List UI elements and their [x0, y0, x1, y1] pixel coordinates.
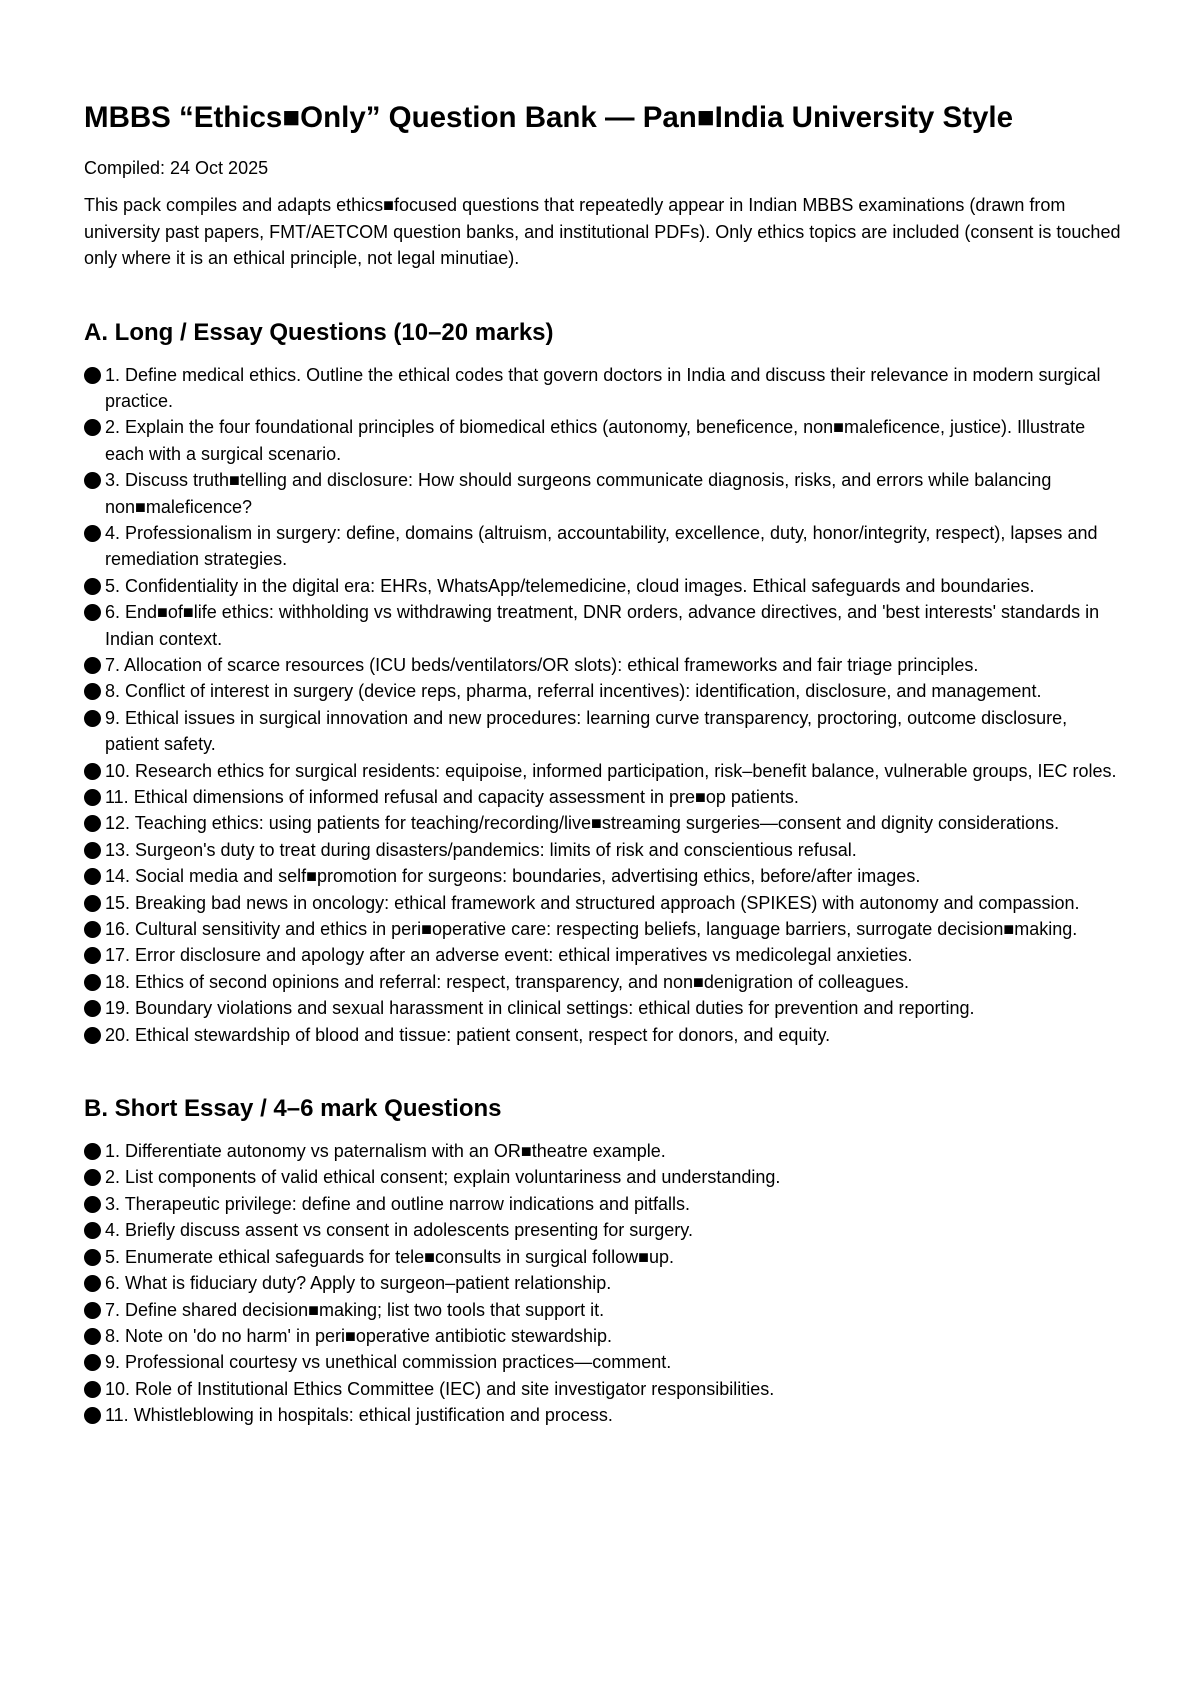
- question-text: 1. Define medical ethics. Outline the ethical codes that govern doctors in India and discuss their relevance in modern surgical practice.: [105, 364, 1101, 411]
- list-item: [84, 784, 1124, 810]
- list-item: [84, 599, 1124, 652]
- question-text: 10. Research ethics for surgical residents: equipoise, informed participation, risk–benefit balance, vulnerable groups, IEC roles.: [105, 760, 1117, 781]
- bullet-icon: [84, 1249, 101, 1266]
- question-text: 4. Briefly discuss assent vs consent in adolescents presenting for surgery.: [105, 1220, 693, 1241]
- bullet-icon: [84, 657, 101, 674]
- bullet-icon: [84, 921, 101, 938]
- question-text: 11. Whistleblowing in hospitals: ethical justification and process.: [105, 1405, 613, 1426]
- question-text: 7. Define shared decision■making; list two tools that support it.: [105, 1299, 605, 1320]
- bullet-icon: [84, 1275, 101, 1292]
- question-text: 3. Therapeutic privilege: define and outline narrow indications and pitfalls.: [105, 1193, 691, 1214]
- list-item: [84, 995, 1124, 1021]
- list-item: [84, 678, 1124, 704]
- question-text: 1. Differentiate autonomy vs paternalism with an OR■theatre example.: [105, 1141, 666, 1162]
- question-text: 8. Conflict of interest in surgery (device reps, pharma, referral incentives): identification, disclosure, and management.: [105, 681, 1042, 702]
- bullet-icon: [84, 1354, 101, 1371]
- question-text: 12. Teaching ethics: using patients for teaching/recording/live■streaming surgeries—consent and dignity considerations.: [105, 813, 1060, 834]
- question-text: 7. Allocation of scarce resources (ICU beds/ventilators/OR slots): ethical frameworks and fair triage principles.: [105, 654, 979, 675]
- question-text: 6. What is fiduciary duty? Apply to surgeon–patient relationship.: [105, 1273, 612, 1294]
- list-item: [84, 1402, 1124, 1428]
- bullet-icon: [84, 947, 101, 964]
- bullet-icon: [84, 1196, 101, 1213]
- question-text: 15. Breaking bad news in oncology: ethical framework and structured approach (SPIKES) with autonomy and compassion.: [105, 892, 1080, 913]
- compiled-date: Compiled: 24 Oct 2025: [84, 158, 269, 178]
- question-text: 3. Discuss truth■telling and disclosure: How should surgeons communicate diagnosis, risks, and errors while balancing non■maleficence?: [105, 470, 1052, 517]
- list-item: [84, 705, 1124, 758]
- document-title: MBBS “Ethics■Only” Question Bank — Pan■India University Style: [84, 101, 1014, 134]
- question-text: 17. Error disclosure and apology after an adverse event: ethical imperatives vs medicolegal anxieties.: [105, 945, 913, 966]
- question-text: 2. Explain the four foundational principles of biomedical ethics (autonomy, beneficence, non■maleficence, justice). Illustrate each with a surgical scenario.: [105, 417, 1086, 464]
- list-item: [84, 1217, 1124, 1243]
- list-item: [84, 362, 1124, 415]
- bullet-icon: [84, 525, 101, 542]
- bullet-icon: [84, 683, 101, 700]
- bullet-icon: [84, 1000, 101, 1017]
- list-item: [84, 863, 1124, 889]
- question-text: 16. Cultural sensitivity and ethics in peri■operative care: respecting beliefs, language barriers, surrogate decision■making.: [105, 919, 1078, 940]
- list-item: [84, 520, 1124, 573]
- bullet-icon: [84, 895, 101, 912]
- question-text: 9. Ethical issues in surgical innovation and new procedures: learning curve transparency, proctoring, outcome disclosure, patient safety.: [105, 707, 1068, 755]
- bullet-icon: [84, 763, 101, 780]
- intro-paragraph: This pack compiles and adapts ethics■focused questions that repeatedly appear in Indian MBBS examinations (drawn from university past papers, FMT/AETCOM question banks, and institutional PDFs). Only ethics topics are included (consent is touched only where it is an ethical principle, not legal minutiae).: [84, 195, 1121, 268]
- question-text: 5. Enumerate ethical safeguards for tele■consults in surgical follow■up.: [105, 1246, 675, 1267]
- list-item: [84, 1164, 1124, 1190]
- question-text: 20. Ethical stewardship of blood and tissue: patient consent, respect for donors, and equity.: [105, 1024, 831, 1045]
- section-a-heading: A. Long / Essay Questions (10–20 marks): [84, 318, 554, 346]
- question-text: 11. Ethical dimensions of informed refusal and capacity assessment in pre■op patients.: [105, 787, 799, 807]
- bullet-icon: [84, 367, 101, 384]
- list-item: [84, 942, 1124, 968]
- section-b-list: [84, 1138, 1124, 1428]
- list-item: [84, 758, 1124, 784]
- list-item: [84, 1244, 1124, 1270]
- list-item: [84, 1138, 1124, 1164]
- question-text: 14. Social media and self■promotion for surgeons: boundaries, advertising ethics, before/after images.: [105, 866, 921, 887]
- bullet-icon: [84, 578, 101, 595]
- question-text: 2. List components of valid ethical consent; explain voluntariness and understanding.: [105, 1167, 781, 1188]
- question-text: 10. Role of Institutional Ethics Committee (IEC) and site investigator responsibilities.: [105, 1378, 775, 1399]
- question-text: 19. Boundary violations and sexual harassment in clinical settings: ethical duties for prevention and reporting.: [105, 998, 975, 1019]
- list-item: [84, 1323, 1124, 1349]
- list-item: [84, 1297, 1124, 1323]
- bullet-icon: [84, 1302, 101, 1319]
- list-item: [84, 969, 1124, 995]
- bullet-icon: [84, 842, 101, 859]
- question-text: 18. Ethics of second opinions and referral: respect, transparency, and non■denigration of colleagues.: [105, 971, 910, 992]
- bullet-icon: [84, 472, 101, 489]
- list-item: [84, 1376, 1124, 1402]
- section-b-heading: B. Short Essay / 4–6 mark Questions: [84, 1095, 502, 1123]
- list-item: [84, 890, 1124, 916]
- list-item: [84, 1349, 1124, 1375]
- list-item: [84, 1022, 1124, 1048]
- question-text: 13. Surgeon's duty to treat during disasters/pandemics: limits of risk and conscientious refusal.: [105, 839, 857, 860]
- question-text: 4. Professionalism in surgery: define, domains (altruism, accountability, excellence, duty, honor/integrity, respect), lapses and remediation strategies.: [105, 522, 1098, 570]
- question-text: 8. Note on 'do no harm' in peri■operative antibiotic stewardship.: [105, 1325, 613, 1346]
- bullet-icon: [84, 710, 101, 727]
- bullet-icon: [84, 1169, 101, 1186]
- list-item: [84, 1270, 1124, 1296]
- bullet-icon: [84, 1143, 101, 1160]
- list-item: [84, 916, 1124, 942]
- bullet-icon: [84, 974, 101, 991]
- question-text: 5. Confidentiality in the digital era: EHRs, WhatsApp/telemedicine, cloud images. Ethical safeguards and boundaries.: [105, 575, 1035, 596]
- bullet-icon: [84, 1027, 101, 1044]
- bullet-icon: [84, 1328, 101, 1345]
- bullet-icon: [84, 868, 101, 885]
- bullet-icon: [84, 604, 101, 621]
- question-text: 6. End■of■life ethics: withholding vs withdrawing treatment, DNR orders, advance directives, and 'best interests' standards in Indian context.: [105, 602, 1100, 649]
- question-text: 9. Professional courtesy vs unethical commission practices—comment.: [105, 1352, 672, 1373]
- list-item: [84, 837, 1124, 863]
- bullet-icon: [84, 1222, 101, 1239]
- bullet-icon: [84, 815, 101, 832]
- section-a-list: [84, 362, 1124, 1049]
- list-item: [84, 810, 1124, 836]
- list-item: [84, 573, 1124, 599]
- bullet-icon: [84, 1407, 101, 1424]
- bullet-icon: [84, 1381, 101, 1398]
- bullet-icon: [84, 789, 101, 806]
- bullet-icon: [84, 419, 101, 436]
- list-item: [84, 467, 1124, 520]
- list-item: [84, 652, 1124, 678]
- list-item: [84, 1191, 1124, 1217]
- list-item: [84, 414, 1124, 467]
